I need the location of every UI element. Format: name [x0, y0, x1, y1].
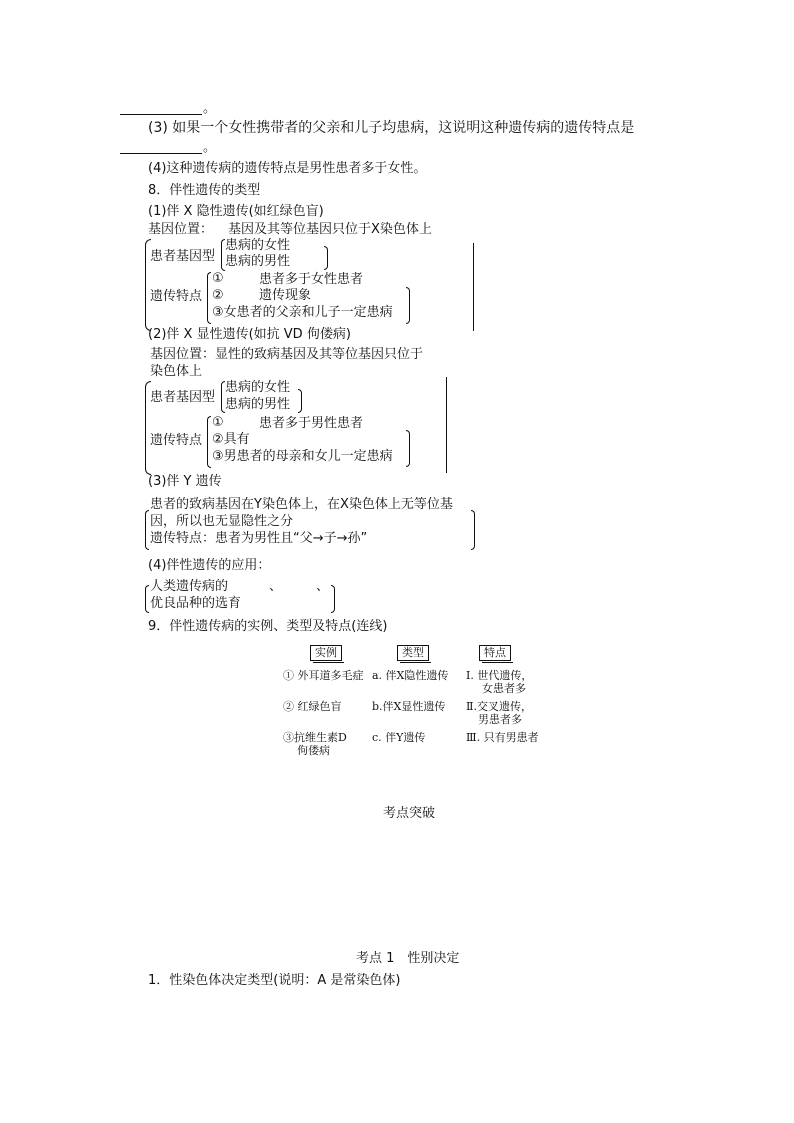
- trait-2-line-2: 男患者多: [478, 713, 522, 726]
- example-3-line-2: 佝偻病: [297, 744, 330, 757]
- xd-trait-1-text: 患者多于男性患者: [259, 416, 364, 431]
- xd-genotype-label: 患者基因型: [150, 390, 216, 405]
- sentence-end-mark: 。: [203, 101, 217, 116]
- xr-trait-2-text: 遗传现象: [259, 288, 312, 303]
- question-3-text: (3) 如果一个女性携带者的父亲和儿子均患病，这说明这种遗传病的遗传特点是: [148, 120, 635, 136]
- table-header-types: 类型: [397, 645, 429, 661]
- application-heading: (4)伴性遗传的应用：: [148, 558, 271, 573]
- xd-gene-line-1: 基因位置：显性的致病基因及其等位基因只位于: [150, 347, 424, 362]
- application-separator-2: 、: [316, 579, 330, 594]
- y-line-2: 因，所以也无显隐性之分: [150, 514, 294, 529]
- xr-genotype-female: 患病的女性: [225, 238, 291, 253]
- xd-trait-brace: [207, 416, 211, 468]
- xr-heading: (1)伴 X 隐性遗传(如红绿色盲): [148, 204, 324, 219]
- xd-genotype-male: 患病的男性: [225, 397, 291, 412]
- type-a: a. 伴X隐性遗传: [372, 669, 449, 682]
- trait-2-line-1: Ⅱ.交叉遗传，: [466, 700, 532, 713]
- xd-trait-label: 遗传特点: [150, 433, 203, 448]
- y-heading: (3)伴 Y 遗传: [148, 474, 222, 489]
- y-left-brace: [145, 510, 149, 550]
- xr-trait-1-num: ①: [212, 271, 224, 286]
- xd-heading: (2)伴 X 显性遗传(如抗 VD 佝偻病): [148, 327, 351, 342]
- section-title: 考点突破: [383, 806, 436, 821]
- table-header-traits: 特点: [479, 645, 511, 661]
- xd-trait-2: ②具有: [212, 432, 250, 447]
- y-line-1: 患者的致病基因在Y染色体上，在X染色体上无等位基: [150, 497, 453, 512]
- xr-outer-right-line: [473, 243, 474, 331]
- section-8-heading: 8．伴性遗传的类型: [148, 183, 261, 198]
- type-b: b.伴X显性遗传: [372, 700, 446, 713]
- section-9-heading: 9．伴性遗传病的实例、类型及特点(连线): [148, 619, 388, 634]
- question-3-end-mark: 。: [203, 140, 217, 155]
- xd-trait-1-num: ①: [212, 415, 224, 430]
- xr-trait-brace: [207, 272, 211, 324]
- xr-gene-label: 基因位置：: [148, 222, 214, 237]
- xd-genotype-female: 患病的女性: [225, 380, 291, 395]
- xr-trait-2-num: ②: [212, 288, 224, 303]
- answer-blank-q3[interactable]: [120, 153, 202, 154]
- xr-genotype-male: 患病的男性: [225, 254, 291, 269]
- topic-1-title: 考点 1 性别决定: [356, 951, 460, 966]
- xd-trait-3: ③男患者的母亲和女儿一定患病: [212, 449, 393, 464]
- application-line-2: 优良品种的选育: [150, 596, 242, 611]
- xd-gene-line-2: 染色体上: [150, 364, 203, 379]
- trait-1-line-1: Ⅰ. 世代遗传，: [466, 669, 533, 682]
- application-right-brace: [331, 585, 335, 613]
- xd-trait-right-brace: [406, 430, 410, 467]
- application-line-1: 人类遗传病的: [150, 579, 229, 594]
- topic-1-item-1: 1．性染色体决定类型(说明：A 是常染色体): [148, 973, 401, 988]
- xd-genotype-right-brace: [298, 389, 302, 413]
- type-c: c. 伴Y遗传: [372, 731, 426, 744]
- example-2: ② 红绿色盲: [283, 700, 342, 713]
- xd-outer-right-line: [446, 377, 447, 473]
- trait-1-line-2: 女患者多: [482, 682, 526, 695]
- xr-trait-3: ③女患者的父亲和儿子一定患病: [212, 305, 393, 320]
- trait-3: Ⅲ. 只有男患者: [466, 731, 539, 744]
- answer-blank-top[interactable]: [120, 114, 202, 115]
- xr-trait-label: 遗传特点: [150, 289, 203, 304]
- application-left-brace: [145, 585, 149, 613]
- xr-genotype-label: 患者基因型: [150, 249, 216, 264]
- xr-trait-right-brace: [406, 287, 410, 324]
- example-3-line-1: ③抗维生素D: [283, 731, 347, 744]
- y-right-brace: [471, 510, 475, 550]
- question-4-text: (4)这种遗传病的遗传特点是男性患者多于女性。: [148, 161, 427, 176]
- xr-genotype-right-brace: [324, 246, 328, 270]
- xr-trait-1-text: 患者多于女性患者: [259, 272, 364, 287]
- xr-gene-text: 基因及其等位基因只位于X染色体上: [228, 222, 432, 237]
- application-separator-1: 、: [269, 579, 283, 594]
- table-header-examples: 实例: [310, 645, 342, 661]
- y-line-3: 遗传特点：患者为男性且“父→子→孙”: [150, 531, 368, 546]
- example-1: ① 外耳道多毛症: [283, 669, 364, 682]
